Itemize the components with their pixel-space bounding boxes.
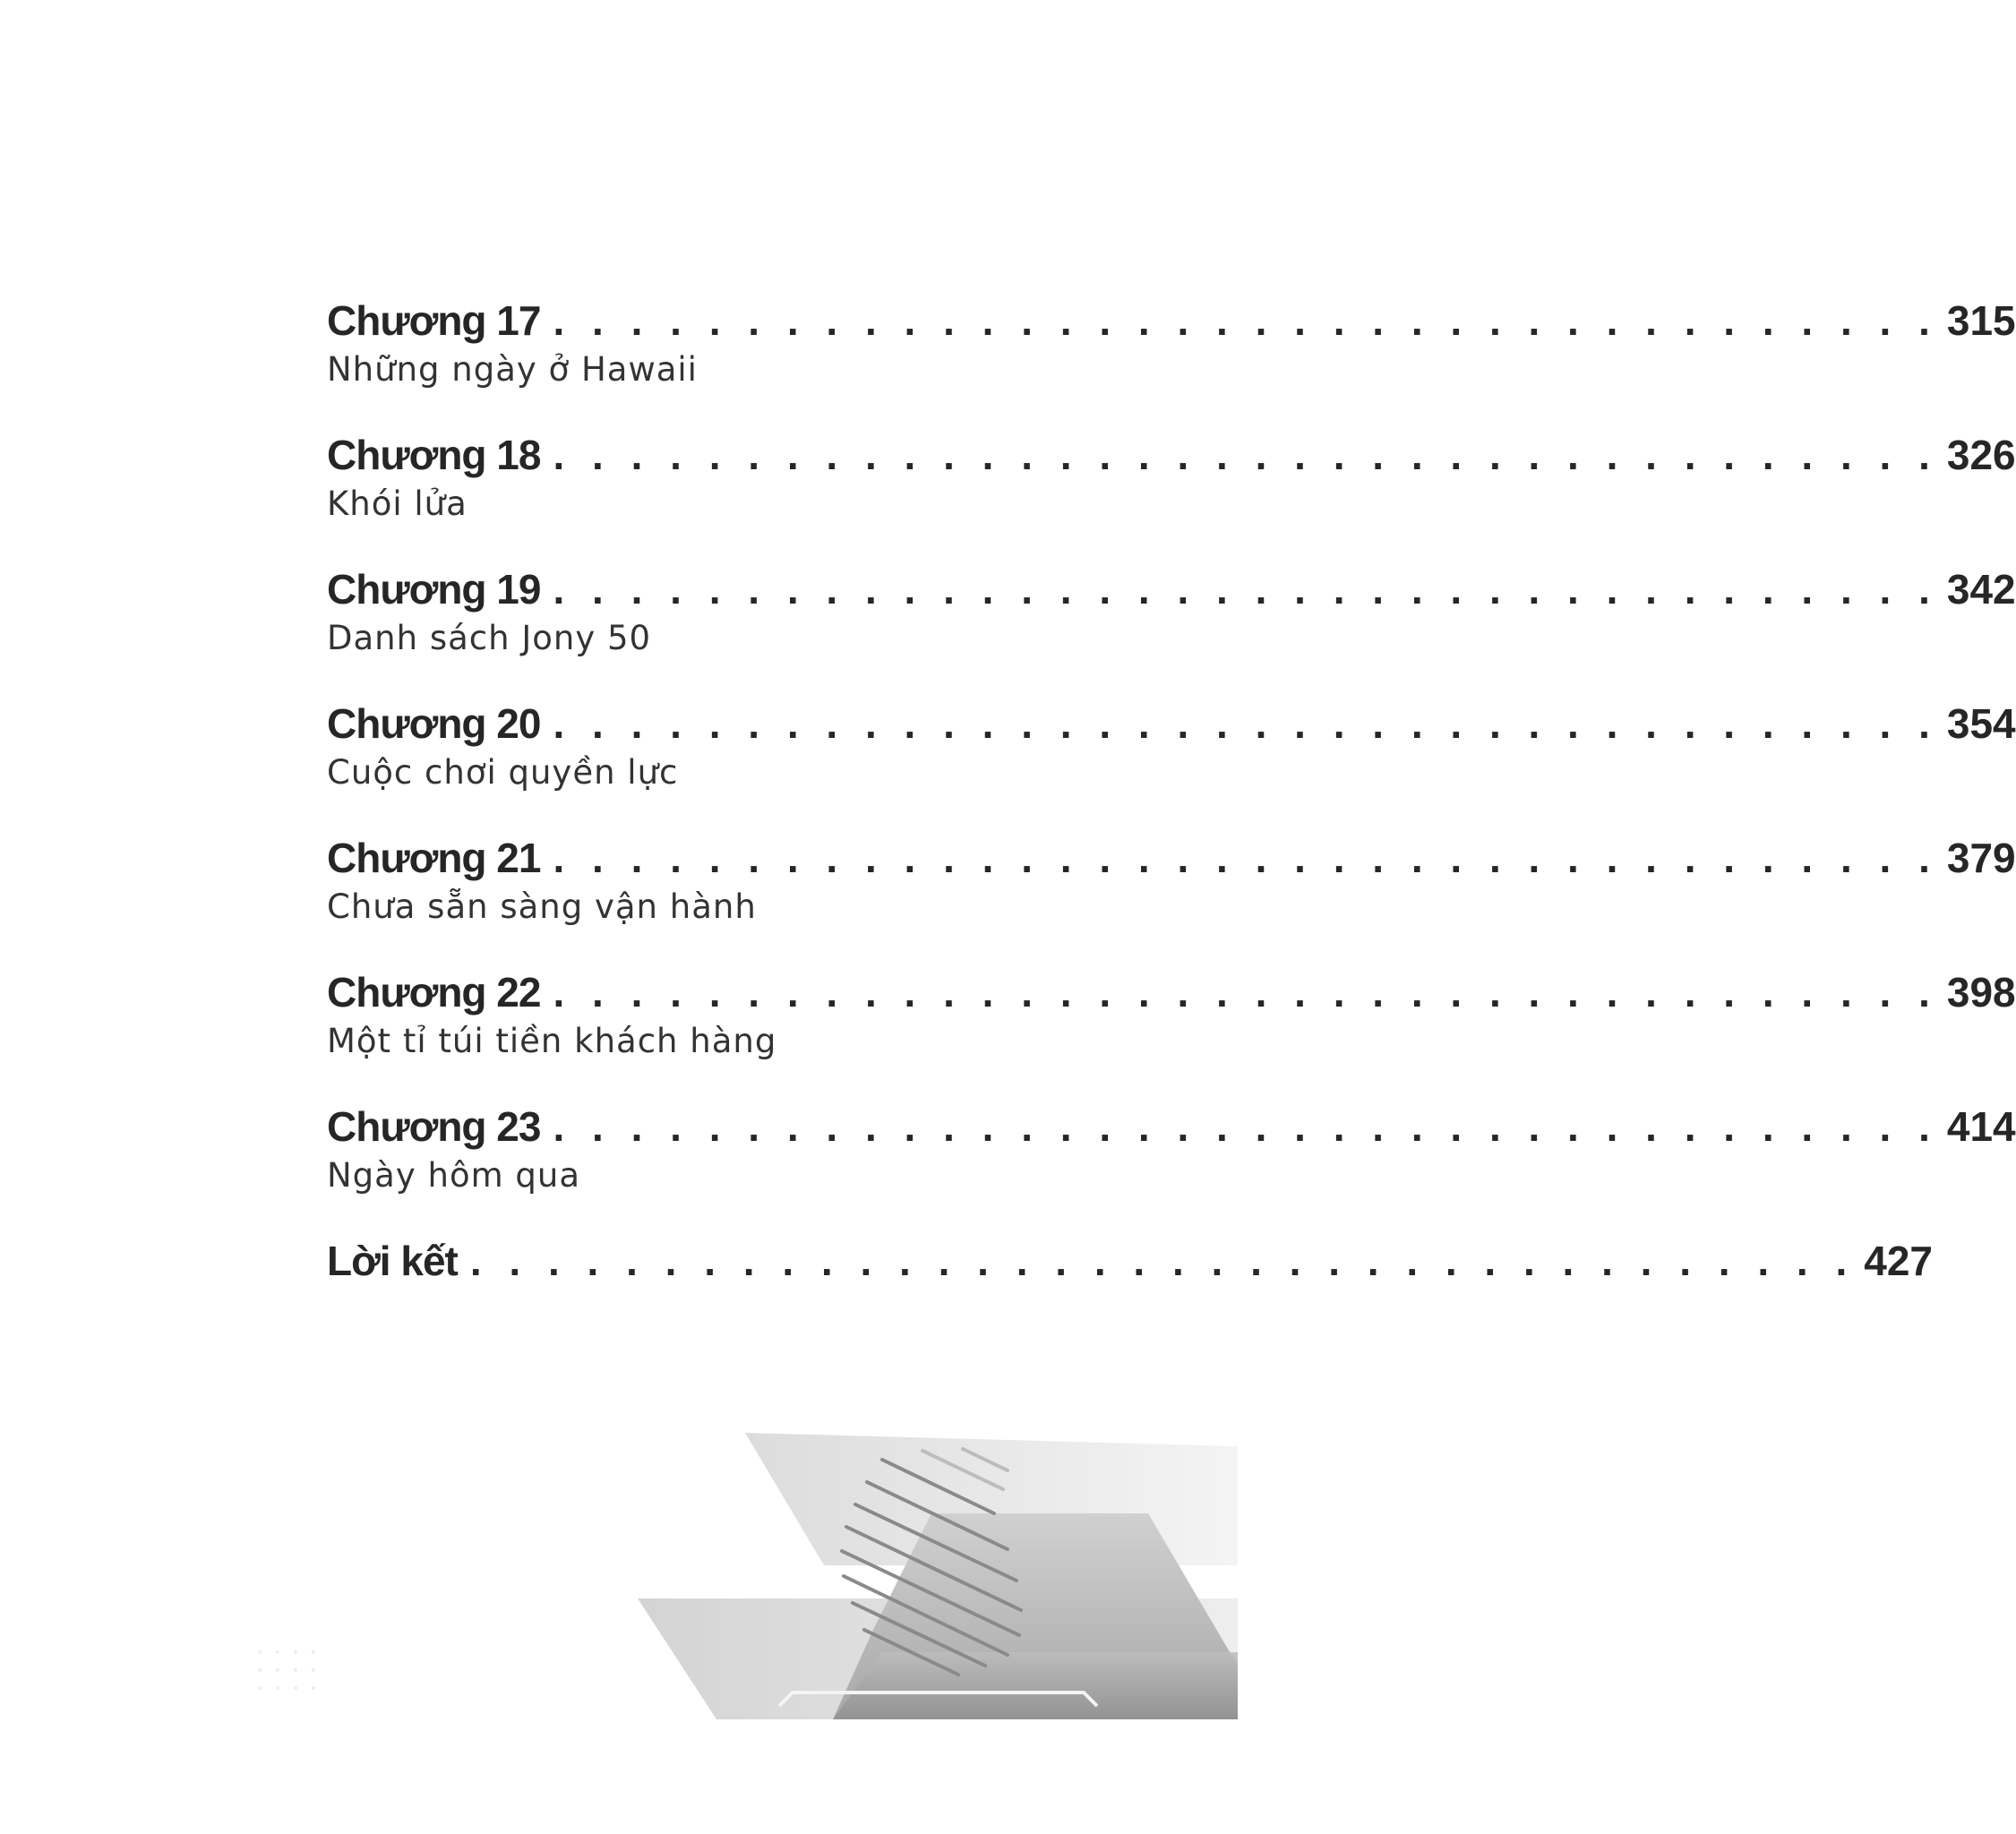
dot-leader: . . . . . . . . . . . . . . . . . . . . . . . . . . . . . . . . . . . .	[553, 835, 1938, 881]
toc-entry-heading	[327, 564, 2016, 614]
toc-entry-heading	[327, 430, 2016, 480]
toc-entry-heading	[327, 833, 2016, 883]
page-number: 414	[1946, 1103, 2016, 1150]
chapter-subtitle: Ngày hôm qua	[327, 1156, 580, 1195]
page-number: 379	[1946, 835, 2016, 881]
chapter-subtitle: Chưa sẵn sàng vận hành	[327, 887, 757, 926]
dot-leader: . . . . . . . . . . . . . . . . . . . . . . . . . . . . . . . . . . . .	[469, 1238, 1856, 1284]
chapter-subtitle: Cuộc chơi quyền lực	[327, 753, 679, 792]
toc-entry[interactable]	[327, 1236, 1934, 1370]
page-number: 427	[1864, 1238, 1934, 1284]
toc-entry-heading	[327, 1236, 1934, 1286]
dot-leader: . . . . . . . . . . . . . . . . . . . . . . . . . . . . . . . . . . . .	[553, 297, 1938, 344]
table-of-contents	[327, 296, 2016, 1370]
chapter-label: Chương 18	[327, 432, 541, 478]
chapter-subtitle: Một tỉ túi tiền khách hàng	[327, 1022, 777, 1060]
toc-entry-heading	[327, 967, 2016, 1017]
page-number: 398	[1946, 969, 2016, 1016]
page-number: 326	[1946, 432, 2016, 478]
page-number: 342	[1946, 566, 2016, 613]
toc-entry[interactable]	[327, 564, 2016, 698]
dot-leader: . . . . . . . . . . . . . . . . . . . . . . . . . . . . . . . . . . . .	[553, 432, 1938, 478]
page-number: 315	[1946, 297, 2016, 344]
chapter-label: Chương 19	[327, 566, 541, 613]
toc-entry-heading	[327, 698, 2016, 749]
chapter-subtitle: Khói lửa	[327, 484, 468, 523]
dot-leader: . . . . . . . . . . . . . . . . . . . . . . . . . . . . . . . . . . . .	[553, 1103, 1938, 1150]
toc-entry[interactable]	[327, 833, 2016, 967]
toc-entry[interactable]	[327, 296, 2016, 430]
chapter-label: Chương 20	[327, 700, 541, 747]
toc-entry[interactable]	[327, 430, 2016, 564]
chapter-label: Chương 23	[327, 1103, 541, 1150]
chapter-subtitle: Danh sách Jony 50	[327, 619, 652, 657]
toc-entry[interactable]	[327, 698, 2016, 833]
chapter-label: Chương 17	[327, 297, 541, 344]
dot-leader: . . . . . . . . . . . . . . . . . . . . . . . . . . . . . . . . . . . .	[553, 969, 1938, 1016]
chapter-label: Lời kết	[327, 1238, 458, 1284]
toc-entry[interactable]	[327, 1101, 2016, 1236]
toc-entry-heading	[327, 1101, 2016, 1152]
toc-entry[interactable]	[327, 967, 2016, 1101]
chapter-subtitle: Những ngày ở Hawaii	[327, 350, 698, 389]
dot-leader: . . . . . . . . . . . . . . . . . . . . . . . . . . . . . . . . . . . .	[553, 700, 1938, 747]
page-number: 354	[1946, 700, 2016, 747]
chapter-label: Chương 22	[327, 969, 541, 1016]
dot-leader: . . . . . . . . . . . . . . . . . . . . . . . . . . . . . . . . . . . .	[553, 566, 1938, 613]
toc-entry-heading	[327, 296, 2016, 346]
chapter-label: Chương 21	[327, 835, 541, 881]
